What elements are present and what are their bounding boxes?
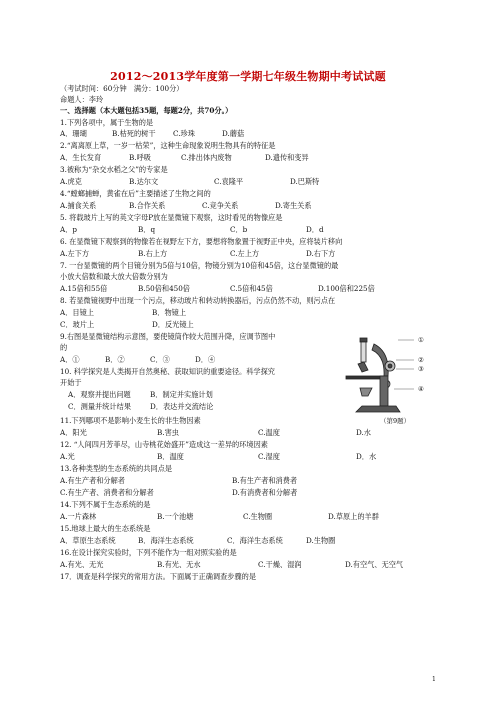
option-a: A.捕食关系 [60,201,97,210]
question-4: 4.“螳螂捕蝉，黄雀在后”主要描述了生物之间的 [60,189,211,198]
option-d: D．反光镜上 [152,320,194,329]
option-a: A.光 [60,452,75,461]
option-c: C．b [230,225,248,234]
option-b: B.枯死的树干 [112,129,156,138]
option-a: A．阳光 [60,428,87,437]
option-a: A.一片森林 [60,512,97,521]
option-d: D.有空气、无空气 [345,560,404,569]
option-b: B．制定并实施计划 [150,390,213,399]
option-a: A.15倍和55倍 [60,284,108,293]
option-a: A．观察并提出问题 [68,390,131,399]
question-6: 6. 在显微镜下观察到的物像若在视野左下方，要想将物象置于视野正中央，应将装片移向 [60,237,343,246]
option-b: B.有光、无水 [157,560,201,569]
question-17: 17．调查是科学探究的常用方法。下面属于正确调查步骤的是 [60,572,257,581]
page-number: 1 [432,676,436,683]
option-c: C.袁隆平 [214,177,244,186]
option-d: D.水 [356,428,371,437]
option-c: C．测量并统计结果 [68,402,132,411]
question-7: 7. 一台显微镜的两个目镜分别为5倍与10倍，物镜分别为10倍和45倍，这台显微镜的最 [60,261,339,270]
author: 命题人：李玲 [60,95,104,104]
option-b: B．物镜上 [152,308,187,317]
option-b: B．海洋生态系统 [138,536,194,545]
option-d: D.巴斯特 [290,177,320,186]
question-10-continued: 开始于 [60,378,82,387]
figure-label-3: ③ [418,365,424,373]
option-a: A.有光、无光 [60,560,104,569]
option-c: C.湿度 [258,452,280,461]
option-b: B.合作关系 [129,201,166,210]
option-b: B.呼吸 [129,153,151,162]
question-8: 8. 若显微镜视野中出现一个污点，移动玻片和转动转换器后，污点仍然不动，则污点在 [60,296,336,305]
question-14: 14.下列不属于生态系统的是 [60,500,151,509]
option-b: B.一个池塘 [157,512,194,521]
option-c: C.有生产者、消费者和分解者 [60,488,154,497]
option-d: D.右下方 [306,249,336,258]
question-3: 3.被称为“杂交水稻之父”的专家是 [60,165,168,174]
figure-caption: （第9题） [380,417,411,425]
option-a: A．① [60,355,80,364]
question-15: 15.地球上最大的生态系统是 [60,524,151,533]
option-c: C．③ [150,355,170,364]
question-7-continued: 小放大倍数和最大放大倍数分别为 [60,272,168,281]
question-9-continued: 的 [60,343,68,352]
option-d: D.100倍和225倍 [318,284,375,293]
page-title: 2012～2013学年度第一学期七年级生物期中考试试题 [110,70,386,83]
figure-label-2: ② [418,356,424,364]
question-11: 11.下列哪项不是影响小麦生长的非生物因素 [60,416,201,425]
option-c: C.5倍和45倍 [230,284,273,293]
option-d: D．水 [356,452,377,461]
microscope-icon [338,336,438,426]
option-b: B.50倍和450倍 [138,284,190,293]
option-b: B.右上方 [138,249,168,258]
option-d: D.有消费者和分解者 [232,488,298,497]
option-c: C.干燥、湿润 [258,560,302,569]
option-d: D.寄生关系 [275,201,312,210]
option-a: A．p [60,225,77,234]
option-a: A.有生产者和分解者 [60,476,125,485]
exam-info: （考试时间：60分钟 满分：100分） [60,84,184,93]
option-b: B.达尔文 [129,177,159,186]
option-d: D．表达并交流结论 [150,402,214,411]
option-c: C．海洋生态系统 [227,536,283,545]
question-16: 16.在设计探究实验时，下列不能作为一组对照实验的是 [60,548,237,557]
question-10: 10. 科学探究是人类揭开自然奥秘、获取知识的重要途径。科学探究 [60,367,275,376]
option-c: C.生物圈 [243,512,273,521]
option-b: B.害虫 [157,428,179,437]
option-d: D.蘑菇 [222,129,245,138]
option-c: C．玻片上 [60,320,95,329]
option-d: D.生物圈 [306,536,336,545]
question-5: 5. 将载玻片上写的英文字母P放在显微镜下观察，这时看见的物像应是 [60,213,283,222]
option-b: B．q [138,225,156,234]
option-b: B.有生产者和消费者 [232,476,298,485]
option-b: B．温度 [157,452,184,461]
figure-label-1: ① [418,336,424,344]
question-12: 12. “人间四月芳菲尽，山寺桃花始盛开”造成这一差异的环境因素 [60,440,268,449]
question-9: 9.右图是显微镜结构示意图，要使镜筒作较大范围升降，应调节图中 [60,332,276,341]
question-1: 1.下列各项中，属于生物的是 [60,118,154,127]
option-a: A.虎克 [60,177,82,186]
option-d: D．d [306,225,324,234]
option-c: C.左上方 [230,249,260,258]
option-c: C.温度 [258,428,280,437]
option-d: D．④ [195,355,216,364]
option-d: D.草原上的羊群 [328,512,379,521]
option-a: A．目镜上 [60,308,94,317]
option-b: B．② [105,355,125,364]
question-2: 2.“离离原上草，一岁一枯荣”，这种生命现象说明生物具有的特征是 [60,141,276,150]
option-a: A．生长发育 [60,153,102,162]
option-a: A．草原生态系统 [60,536,116,545]
option-a: A.左下方 [60,249,90,258]
option-c: C.竞争关系 [202,201,239,210]
section-heading: 一、选择题（本大题包括35题，每题2分，共70分。） [60,106,233,115]
figure-label-4: ④ [418,385,424,393]
microscope-figure [338,336,438,426]
question-13: 13.各种类型的生态系统的共同点是 [60,464,173,473]
option-c: C.珍珠 [173,129,195,138]
option-c: C.排出体内废物 [181,153,232,162]
option-d: D.遗传和变异 [265,153,309,162]
option-a: A．珊瑚 [60,129,87,138]
